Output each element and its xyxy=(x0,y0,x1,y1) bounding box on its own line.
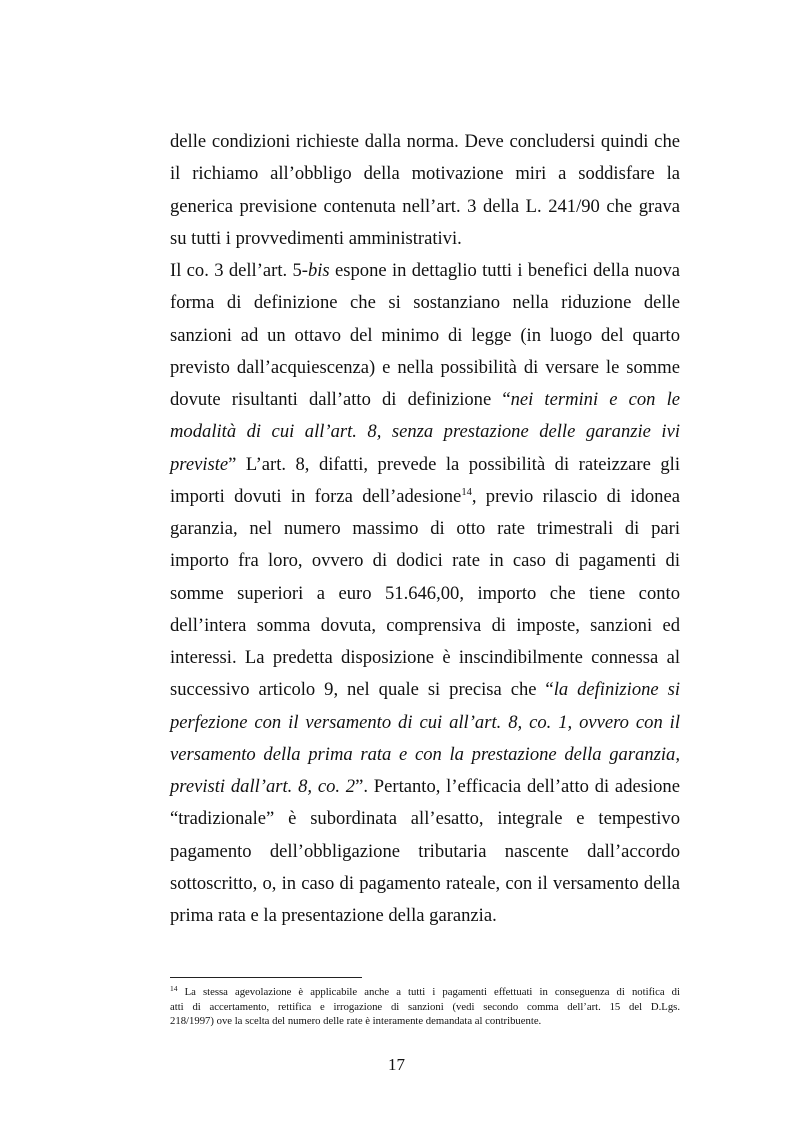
footnote-reference[interactable]: 14 xyxy=(461,486,472,498)
text-line: prima rata e la presentazione della garanzia. xyxy=(170,905,497,926)
text-line: sottoscritto, o, in caso di pagamento rateale, con il versamento della xyxy=(170,872,680,894)
body-text xyxy=(170,126,680,932)
text-line: Il co. 3 dell’art. 5-bis espone in dettaglio tutti i benefici della nuova xyxy=(170,260,680,281)
text-line: interessi. La predetta disposizione è inscindibilmente connessa al xyxy=(170,647,680,668)
text-line: somme superiori a euro 51.646,00, importo che tiene conto xyxy=(170,582,680,604)
text-line: dovute risultanti dall’atto di definizione “nei termini e con le xyxy=(170,389,680,410)
italic-quote: previsti dall’art. 8, co. 2 xyxy=(170,776,356,797)
text-line: pagamento dell’obbligazione tributaria nascente dall’accordo xyxy=(170,840,680,862)
text-line: il richiamo all’obbligo della motivazione miri a soddisfare la xyxy=(170,163,680,185)
footnote-separator xyxy=(170,977,362,978)
footnote-number: 14 xyxy=(170,984,178,993)
text-line: previste” L’art. 8, difatti, prevede la possibilità di rateizzare gli xyxy=(170,453,680,475)
text-line: su tutti i provvedimenti amministrativi. xyxy=(170,227,462,249)
text-line: modalità di cui all’art. 8, senza prestazione delle garanzie ivi xyxy=(170,421,680,443)
text-line: generica previsione contenuta nell’art. 3 della L. 241/90 che grava xyxy=(170,195,680,217)
text-line: previsti dall’art. 8, co. 2”. Pertanto, l’efficacia dell’atto di adesione xyxy=(170,776,680,797)
italic-quote: previste xyxy=(170,453,229,475)
text-line: previsto dall’acquiescenza) e nella possibilità di versare le somme xyxy=(170,356,680,378)
italic-term: bis xyxy=(307,260,330,281)
footnote-line: $^{14}$ La stessa agevolazione è applicabile anche a tutti i pagamenti effettuati in conseguenza di notifica di xyxy=(170,984,680,998)
italic-quote: la definizione si xyxy=(553,679,680,701)
text-line: garanzia, nel numero massimo di otto rate trimestrali di pari xyxy=(170,518,680,539)
footnote-line: 218/1997) ove la scelta del numero delle rate è interamente demandata al contribuente. xyxy=(170,1015,542,1027)
footnote-line: atti di accertamento, rettifica e irrogazione di sanzioni (vedi secondo comma dell’art. 15 del D.Lgs. xyxy=(170,1000,680,1013)
text-line: delle condizioni richieste dalla norma. Deve concludersi quindi che xyxy=(170,131,680,152)
text-line: perfezione con il versamento di cui all’art. 8, co. 1, ovvero con il xyxy=(170,711,680,733)
text-line: importo fra loro, ovvero di dodici rate in caso di pagamenti di xyxy=(170,550,680,572)
footnote xyxy=(170,985,680,1029)
text-line: versamento della prima rata e con la prestazione della garanzia, xyxy=(170,743,680,765)
text-line: “tradizionale” è subordinata all’esatto, integrale e tempestivo xyxy=(170,808,680,830)
text-line: importi dovuti in forza dell’adesione$^{14}$, previo rilascio di idonea xyxy=(170,485,680,507)
text-line: dell’intera somma dovuta, comprensiva di imposte, sanzioni ed xyxy=(170,614,680,636)
text-line: forma di definizione che si sostanziano nella riduzione delle xyxy=(170,292,680,314)
text-line: successivo articolo 9, nel quale si precisa che “la definizione si xyxy=(170,679,680,701)
italic-quote: nei termini e con le xyxy=(510,389,680,410)
page-number: 17 xyxy=(388,1055,405,1074)
text-line: sanzioni ad un ottavo del minimo di legge (in luogo del quarto xyxy=(170,324,680,346)
